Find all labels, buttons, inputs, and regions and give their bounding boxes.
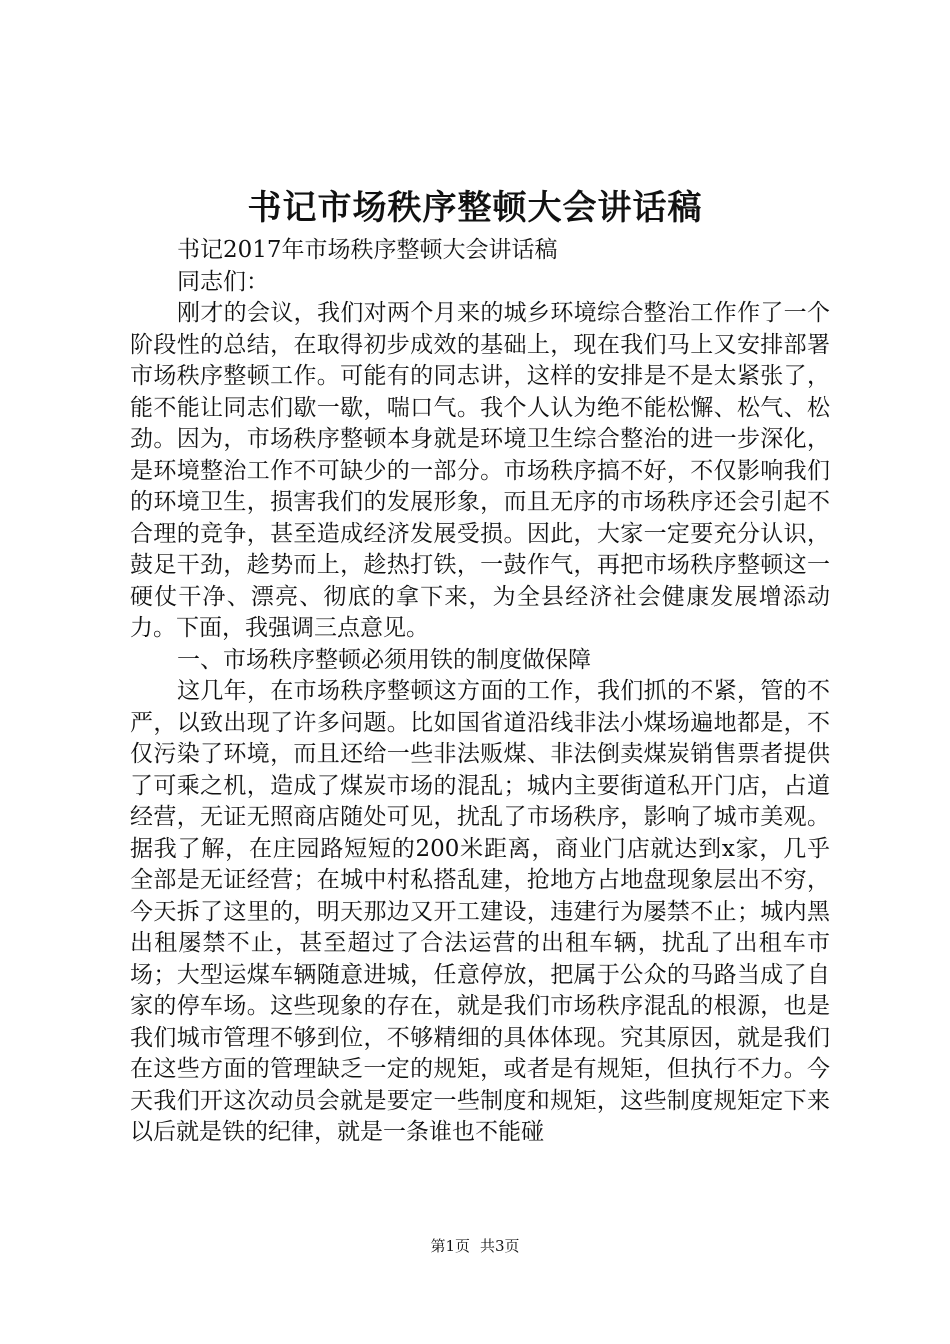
salutation: 同志们：	[177, 268, 269, 295]
paragraph-intro: 刚才的会议，我们对两个月来的城乡环境综合整治工作作了一个阶段性的总结，在取得初步成效的基础上，现在我们马上又安排部署市场秩序整顿工作。可能有的同志讲，这样的安排是不是太紧张了，能不能让同志们歇一歇，喘口气。我个人认为绝不能松懈、松气、松劲。因为，市场秩序整顿本身就是环境卫生综合整治的进一步深化，是环境整治工作不可缺少的一部分。市场秩序搞不好，不仅影响我们的环境卫生，损害我们的发展形象，而且无序的市场秩序还会引起不合理的竞争，甚至造成经济发展受损。因此，大家一定要充分认识，鼓足干劲，趁势而上，趁热打铁，一鼓作气，再把市场秩序整顿这一硬仗干净、漂亮、彻底的拿下来，为全县经济社会健康发展增添动力。下面，我强调三点意见。	[130, 300, 830, 641]
document-body	[130, 235, 830, 1149]
page-total: 共3页	[480, 1237, 520, 1255]
page-number: 第1页	[430, 1237, 470, 1255]
paragraph-section-1: 这几年，在市场秩序整顿这方面的工作，我们抓的不紧，管的不严，以致出现了许多问题。比如国省道沿线非法小煤场遍地都是，不仅污染了环境，而且还给一些非法贩煤、非法倒卖煤炭销售票者提供了可乘之机，造成了煤炭市场的混乱；城内主要街道私开门店，占道经营，无证无照商店随处可见，扰乱了市场秩序，影响了城市美观。据我了解，在庄园路短短的200米距离，商业门店就达到x家，几乎全部是无证经营；在城中村私搭乱建，抢地方占地盘现象层出不穷，今天拆了这里的，明天那边又开工建设，违建行为屡禁不止；城内黑出租屡禁不止，甚至超过了合法运营的出租车辆，扰乱了出租车市场；大型运煤车辆随意进城，任意停放，把属于公众的马路当成了自家的停车场。这些现象的存在，就是我们市场秩序混乱的根源，也是我们城市管理不够到位，不够精细的具体体现。究其原因，就是我们在这些方面的管理缺乏一定的规矩，或者是有规矩，但执行不力。今天我们开这次动员会就是要定一些制度和规矩，这些制度规矩定下来以后就是铁的纪律，就是一条谁也不能碰	[130, 678, 830, 1145]
document-title: 书记市场秩序整顿大会讲话稿	[247, 188, 703, 228]
page-footer	[0, 1236, 950, 1256]
section-heading-1: 一、市场秩序整顿必须用铁的制度做保障	[177, 646, 591, 673]
subtitle-line: 书记2017年市场秩序整顿大会讲话稿	[177, 237, 558, 263]
